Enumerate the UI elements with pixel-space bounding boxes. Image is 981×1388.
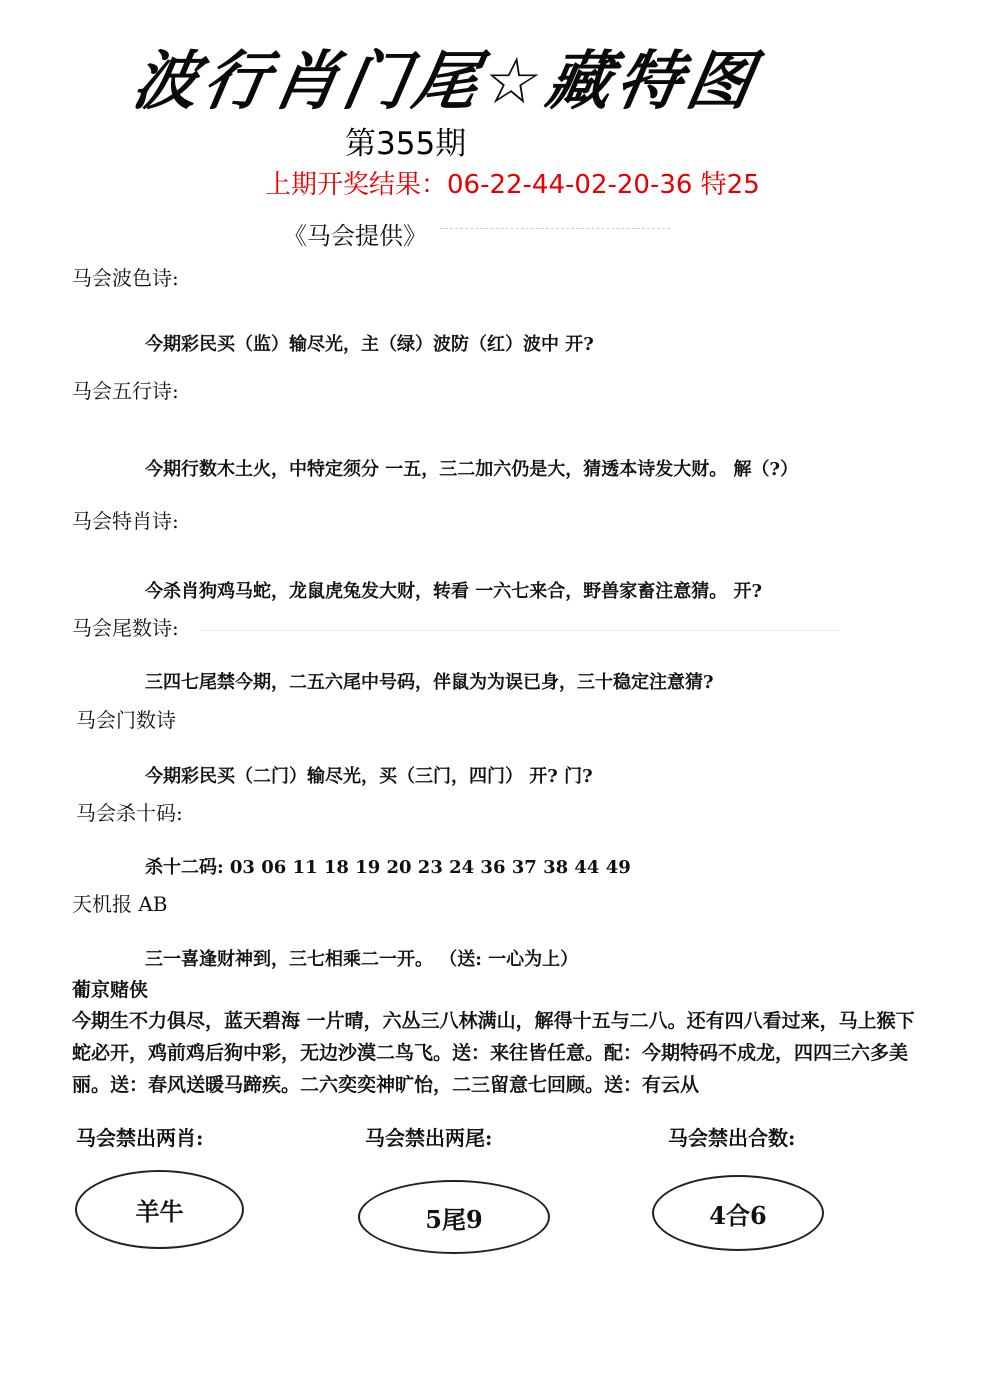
section-heading-tail: 马会尾数诗: <box>72 616 179 640</box>
section-heading-kill-numbers: 马会杀十码: <box>76 801 183 825</box>
divider <box>440 228 670 229</box>
ban-label-zodiac: 马会禁出两肖: <box>76 1126 204 1150</box>
section-text-gate: 今期彩民买（二门）输尽光，买（三门，四门） 开? 门? <box>145 766 593 787</box>
section-text-tianji: 三一喜逢财神到，三七相乘二一开。 （送: 一心为上） <box>145 949 579 970</box>
section-text-five-elements: 今期行数木土火，中特定须分 一五，三二加六仍是大，猜透本诗发大财。 解（?） <box>145 459 799 480</box>
section-text-kill-numbers: 杀十二码: 03 06 11 18 19 20 23 24 36 37 38 44 49 <box>145 857 631 878</box>
section-text-zodiac: 今杀肖狗鸡马蛇，龙鼠虎兔发大财，转看 一六七来合，野兽家畜注意猜。 开? <box>145 581 763 602</box>
section-heading-five-elements: 马会五行诗: <box>72 379 179 403</box>
page-title: 波行肖门尾☆藏特图 <box>127 45 764 119</box>
ban-oval-sum <box>652 1175 824 1251</box>
pujing-heading: 葡京赌侠 <box>72 979 149 1001</box>
section-heading-zodiac: 马会特肖诗: <box>72 509 179 533</box>
ban-oval-zodiac <box>75 1170 244 1249</box>
section-text-color-poem: 今期彩民买（监）输尽光，主（绿）波防（红）波中 开? <box>145 334 594 355</box>
ban-value-zodiac: 羊牛 <box>135 1197 184 1226</box>
last-result: 上期开奖结果：06-22-44-02-20-36 特25 <box>265 170 760 200</box>
provider-label: 《马会提供》 <box>283 222 427 250</box>
ban-label-sum: 马会禁出合数: <box>668 1126 796 1150</box>
section-heading-gate: 马会门数诗 <box>76 708 176 732</box>
section-heading-color-poem: 马会波色诗: <box>72 266 179 290</box>
pujing-text: 今期生不力俱尽，蓝天碧海 一片晴，六丛三八林满山，解得十五与二八。还有四八看过来，马上猴下蛇必开，鸡前鸡后狗中彩，无边沙漠二鸟飞。送：来往皆任意。配：今期特码不成龙，四四三六多美丽。送：春风送暖马蹄疾。二六奕奕神旷怡，二三留意七回顾。送：有云从 <box>72 1010 915 1096</box>
ban-oval-tail <box>358 1180 550 1254</box>
section-text-tail: 三四七尾禁今期，二五六尾中号码，伴鼠为为误已身，三十稳定注意猜? <box>145 672 714 693</box>
issue-number: 第355期 <box>345 126 467 162</box>
ban-value-sum: 4合6 <box>709 1200 767 1230</box>
ban-label-tail: 马会禁出两尾: <box>365 1126 493 1150</box>
section-heading-tianji: 天机报 AB <box>72 892 168 916</box>
divider <box>200 630 840 631</box>
ban-value-tail: 5尾9 <box>425 1204 483 1234</box>
